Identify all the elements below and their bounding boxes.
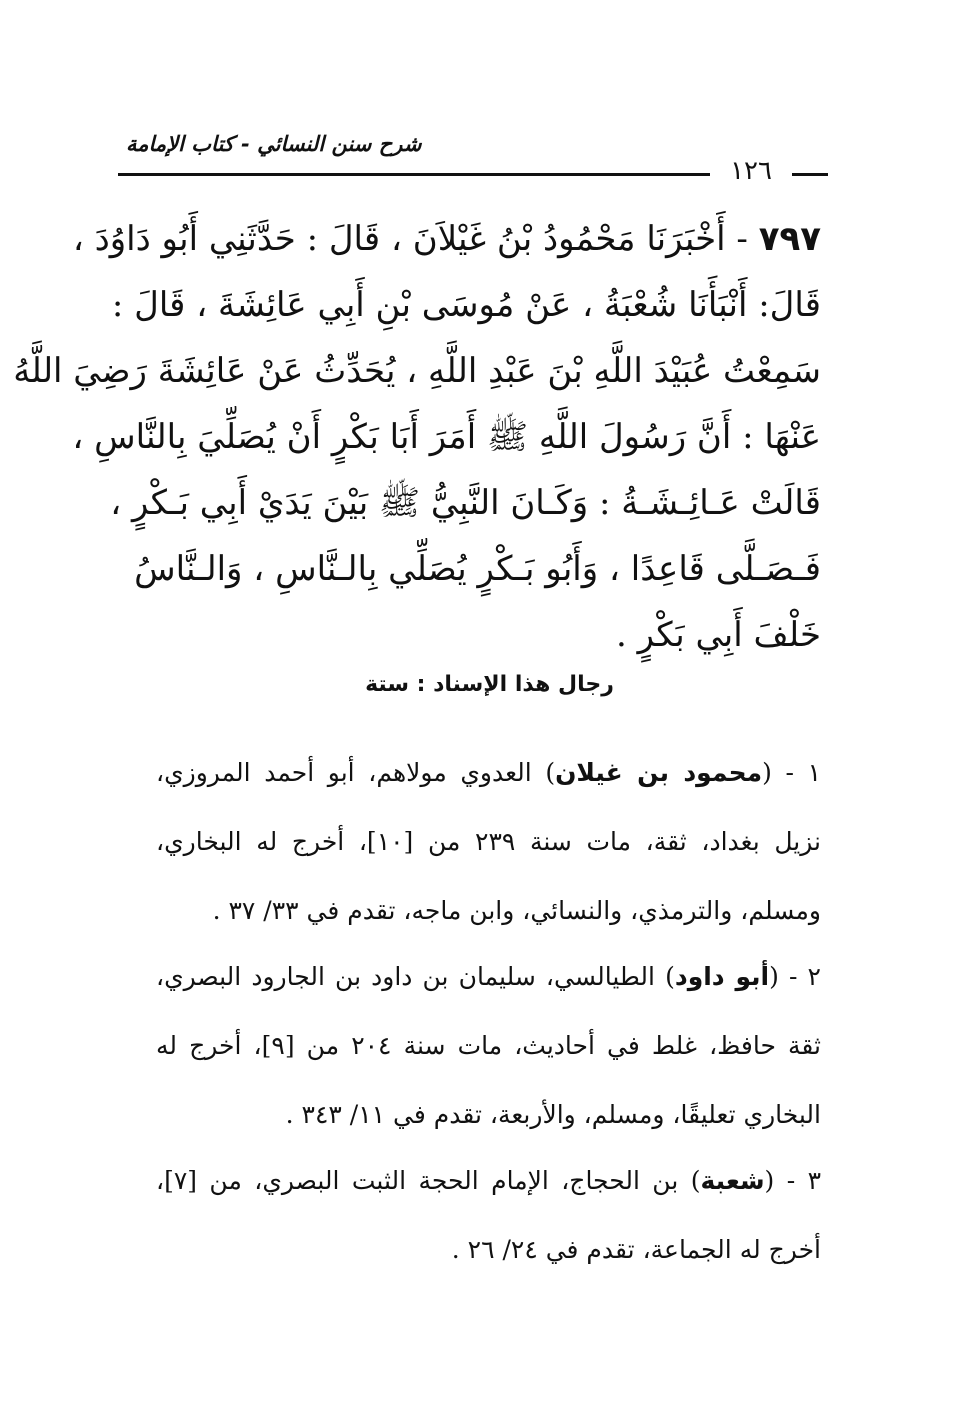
- narrator-details: ) العدوي مولاهم، أبو أحمد المروزي، نزيل بغداد، ثقة، مات سنة ٢٣٩ من [١٠]، أخرج له البخاري، ومسلم، والترمذي، والنسائي، وابن ماجه، تقدم في ٣٣/ ٣٧ .: [156, 758, 821, 925]
- narrator-entry: [156, 1146, 821, 1284]
- narrator-details: ) الطيالسي، سليمان بن داود بن الجارود البصري، ثقة حافظ، غلط في أحاديث، مات سنة ٢٠٤ من [٩]، أخرج له البخاري تعليقًا، ومسلم، والأربعة، تقدم في ١١/ ٣٤٣ .: [156, 962, 821, 1129]
- hadith-line-2: قَالَ: أَنْبَأَنَا شُعْبَةُ ، عَنْ مُوسَى بْنِ أَبِي عَائِشَةَ ، قَالَ :: [111, 285, 821, 325]
- narrator-prefix: ٣ - (: [764, 1166, 821, 1195]
- hadith-line-1: [72, 206, 821, 272]
- page-header: [118, 128, 830, 188]
- hadith-line-7: خَلْفَ أَبِي بَكْرٍ .: [616, 615, 821, 655]
- running-title: شرح سنن النسائي - كتاب الإمامة: [126, 132, 422, 156]
- narrator-name: محمود بن غيلان: [555, 758, 763, 787]
- hadith-line-6: فَـصَـلَّى قَاعِدًا ، وَأَبُو بَـكْرٍ يُصَلِّي بِالـنَّاسِ ، وَالـنَّاسُ: [134, 549, 821, 589]
- narrator-details: ) بن الحجاج، الإمام الحجة الثبت البصري، من [٧]، أخرج له الجماعة، تقدم في ٢٤/ ٢٦ .: [156, 1166, 821, 1264]
- hadith-line-5: قَالَتْ عَـائِـشَـةُ : وَكَـانَ النَّبِيُّ ﷺ بَيْنَ يَدَيْ أَبِي بَـكْرٍ ،: [110, 483, 821, 523]
- page-number: ١٢٦: [730, 156, 772, 186]
- narrator-prefix: ١ - (: [762, 758, 821, 787]
- hadith-number: ٧٩٧: [758, 219, 821, 259]
- narrator-entry: [156, 942, 821, 1149]
- narrator-prefix: ٢ - (: [769, 962, 821, 991]
- narrator-name: شعبة: [700, 1166, 765, 1195]
- page-number-dash: [792, 173, 828, 176]
- hadith-line-3: سَمِعْتُ عُبَيْدَ اللَّهِ بْنَ عَبْدِ اللَّهِ ، يُحَدِّثُ عَنْ عَائِشَةَ رَضِيَ اللَّهُ: [13, 351, 821, 391]
- section-heading: رجال هذا الإسناد : ستة: [365, 672, 614, 697]
- hadith-text: - أَخْبَرَنَا مَحْمُودُ بْنُ غَيْلاَنَ ، قَالَ : حَدَّثَنِي أَبُو دَاوُدَ ،: [72, 219, 748, 259]
- header-rule: [118, 173, 710, 176]
- hadith-line-4: عَنْهَا : أَنَّ رَسُولَ اللَّهِ ﷺ أَمَرَ أَبَا بَكْرٍ أَنْ يُصَلِّيَ بِالنَّاسِ ،: [72, 417, 821, 457]
- narrator-entry: [156, 738, 821, 945]
- narrator-name: أبو داود: [674, 962, 770, 991]
